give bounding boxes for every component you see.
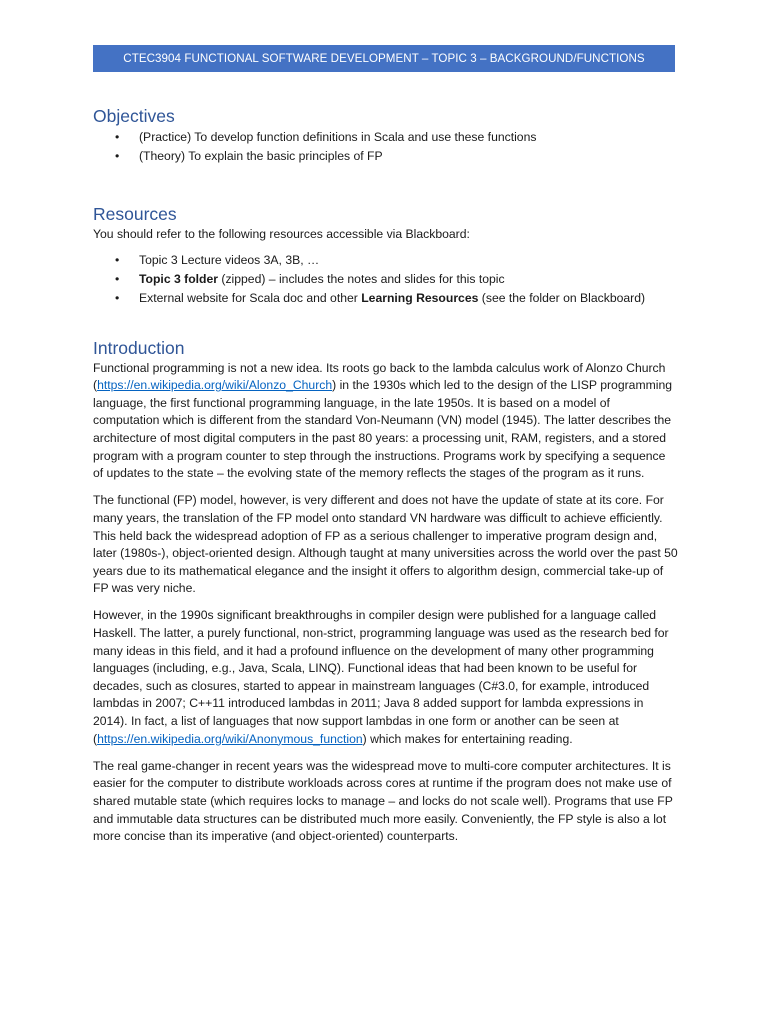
list-item-text: (zipped) – includes the notes and slides for this topic bbox=[218, 271, 505, 286]
list-item bbox=[93, 289, 678, 308]
list-item-text: (see the folder on Blackboard) bbox=[478, 290, 646, 305]
paragraph-text: Functional programming is not a new idea. Its roots go back to the lambda calculus work of Alonzo Church ( bbox=[93, 360, 666, 393]
intro-paragraph-4: The real game-changer in recent years was the widespread move to multi-core computer architectures. It is easier for the computer to distribute workloads across cores at runtime if the program does not make use of shared mutable state (which requires locks to manage – and locks do not scale well). Programs that use FP and immutable data structures can be distributed much more easily. Conveniently, the FP style is also a lot more concise than its imperative (and object-oriented) counterparts. bbox=[93, 758, 673, 844]
objectives-list bbox=[93, 128, 678, 166]
paragraph-text: ) in the 1930s which led to the design of the LISP programming language, the first functional programming language, in the late 1950s. It is based on a model of computation which is different from the standard Von-Neumann (VN) model (1945). The latter describes the architecture of most digital computers in the past 80 years: a processing unit, RAM, registers, and a stored program with a program counter to step through the instructions. Programs work by specifying a sequence of updates to the state – the evolving state of the memory reflects the stages of the program as it runs. bbox=[93, 378, 673, 481]
introduction-section bbox=[93, 336, 678, 846]
header-title: CTEC3904 FUNCTIONAL SOFTWARE DEVELOPMENT – TOPIC 3 – BACKGROUND/FUNCTIONS bbox=[123, 52, 645, 65]
learning-resources-label: Learning Resources bbox=[361, 290, 479, 305]
intro-paragraph-1 bbox=[93, 360, 678, 483]
paragraph-text: However, in the 1990s significant breakthroughs in compiler design were published for a language called Haskell. The latter, a purely functional, non-strict, programming language was used as the research bed for many ideas in this field, and it had a profound influence on the development of many other programming languages (including, e.g., Java, Scala, LINQ). Functional ideas that had been known to be useful for decades, such as closures, started to appear in mainstream languages (C#3.0, for example, introduced lambdas in 2007; C++11 introduced lambdas in 2011; Java 8 added support for lambda expressions in 2014). In fact, a list of languages that now support lambdas in one form or another can be seen at ( bbox=[93, 608, 669, 746]
objectives-section bbox=[93, 104, 678, 166]
document-body bbox=[93, 104, 678, 846]
list-item: • (Theory) To explain the basic principles of FP bbox=[93, 147, 678, 166]
list-item-text: External website for Scala doc and other bbox=[139, 290, 362, 305]
paragraph-text: ) which makes for entertaining reading. bbox=[362, 731, 573, 746]
intro-paragraph-2: The functional (FP) model, however, is very different and does not have the update of state at its core. For many years, the translation of the FP model onto standard VN hardware was difficult to achieve efficiently. This held back the widespread adoption of FP as a serious challenger to imperative program design and, later (1980s-), object-oriented design. Although taught at many universities across the world over the past 50 years due to its mathematical elegance and the insight it offers to algorithm design, commercial take-up of FP was very niche. bbox=[93, 493, 678, 596]
resources-heading: Resources bbox=[93, 203, 177, 224]
resources-intro: You should refer to the following resources accessible via Blackboard: bbox=[93, 226, 470, 241]
alonzo-church-link[interactable]: https://en.wikipedia.org/wiki/Alonzo_Church bbox=[97, 378, 333, 393]
list-item: • (Practice) To develop function definitions in Scala and use these functions bbox=[93, 128, 678, 147]
list-item: • Topic 3 Lecture videos 3A, 3B, … bbox=[93, 251, 678, 270]
resources-section bbox=[93, 202, 678, 308]
introduction-heading: Introduction bbox=[93, 337, 185, 358]
list-item bbox=[93, 270, 678, 289]
objectives-heading: Objectives bbox=[93, 106, 175, 126]
intro-paragraph-3 bbox=[93, 607, 678, 748]
resources-list bbox=[93, 251, 678, 307]
topic-folder-label: Topic 3 folder bbox=[139, 271, 218, 286]
anonymous-function-link[interactable]: https://en.wikipedia.org/wiki/Anonymous_function bbox=[97, 731, 363, 746]
document-header-bar bbox=[93, 45, 675, 72]
